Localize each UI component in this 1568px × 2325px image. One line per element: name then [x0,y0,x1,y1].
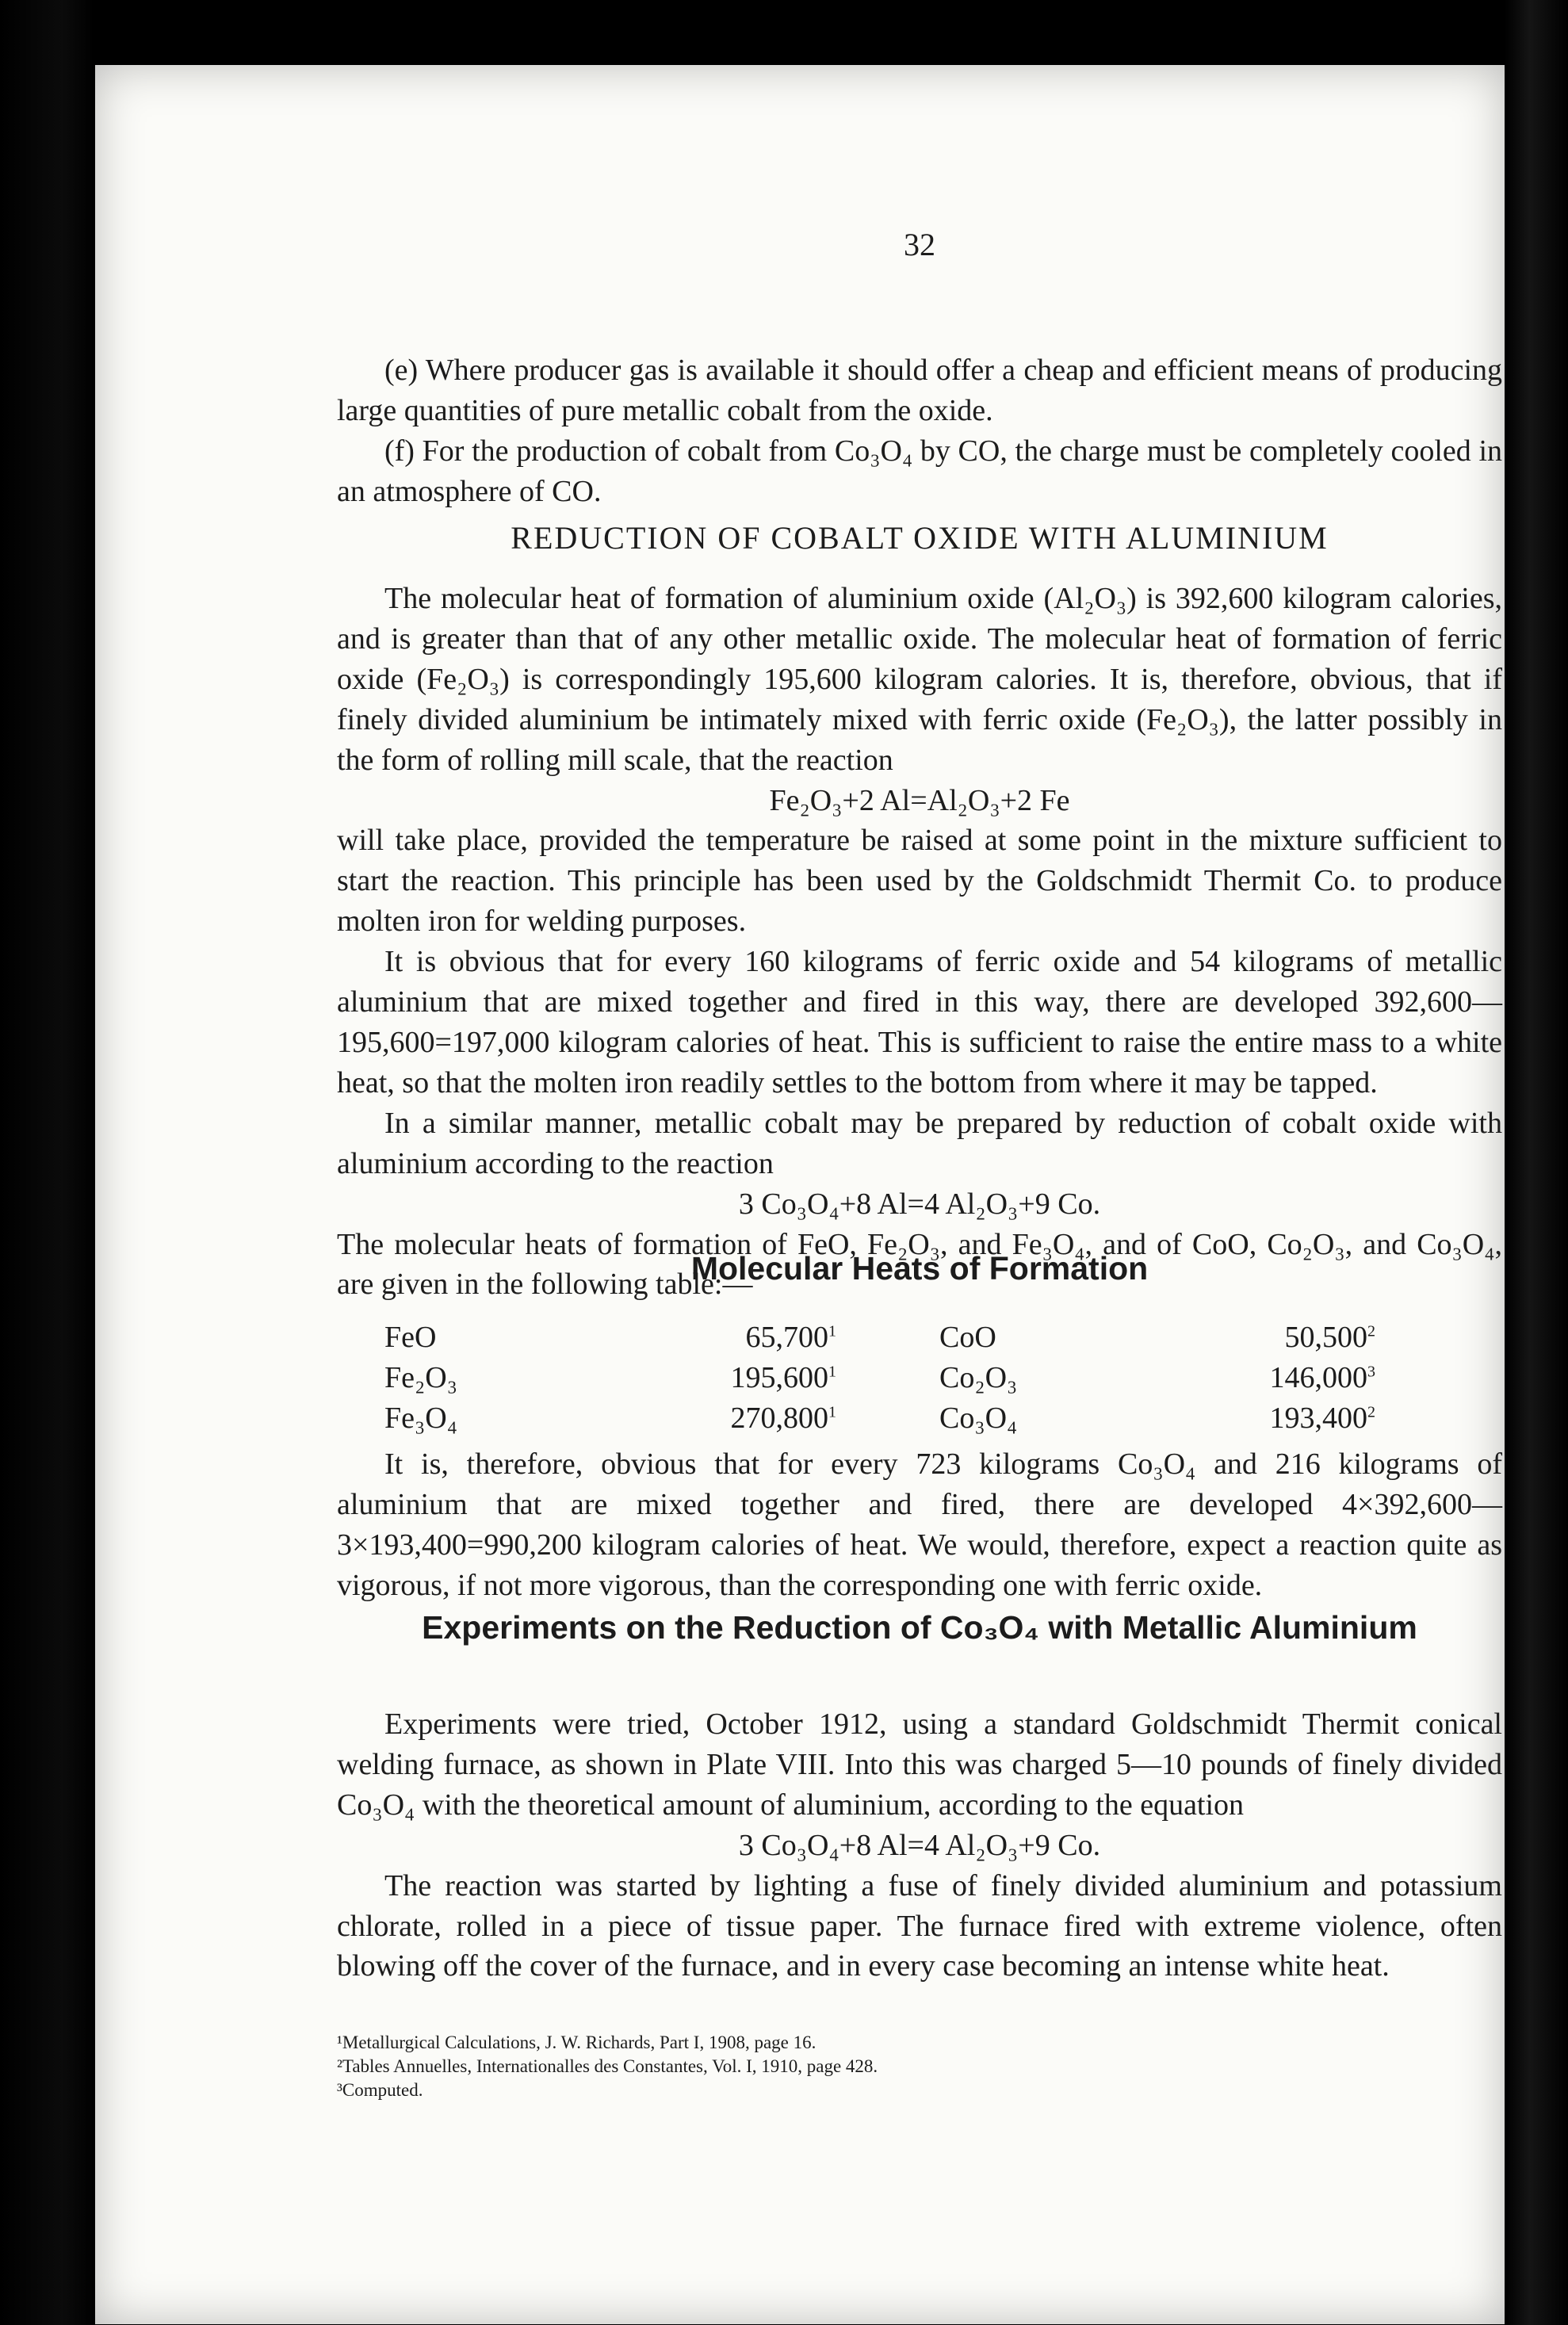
compound-cell: Co₃O₄ [939,1401,1018,1435]
table-row [384,1398,1375,1439]
paragraph-therefore: It is, therefore, obvious that for every 723 kilograms Co₃O₄ and 216 kilograms of aluminium that are mixed together and fired, there are developed 4×392,600—3×193,400=990,200 kilogram calories of heat. We would, therefore, expect a reaction quite as vigorous, if not more vigorous, than the corresponding one with ferric oxide. [337,1447,1502,1602]
section-heading-experiments: Experiments on the Reduction of Co₃O₄ with Metallic Aluminium [422,1609,1417,1646]
table-heading: Molecular Heats of Formation [690,1250,1149,1287]
equation-iron: Fe₂O₃+2 Al=Al₂O₃+2 Fe [769,783,1070,817]
heat-cell: 146,000$^3$ [1269,1360,1375,1394]
table-row [384,1317,1375,1358]
scan-edge [1505,0,1568,2325]
experiments-section [337,1704,1502,1987]
compound-cell: CoO [939,1321,996,1354]
heat-cell: 50,500$^2$ [1284,1321,1375,1354]
equation-cobalt: 3 Co₃O₄+8 Al=4 Al₂O₃+9 Co. [738,1187,1101,1221]
footnote-mark: 1 [828,1363,836,1381]
paragraph-reaction-started: The reaction was started by lighting a fuse of finely divided aluminium and potassium chlorate, rolled in a piece of tissue paper. The furnace fired with extreme violence, often blowing off the cover of the furnace, and in every case becoming an intense white heat. [337,1868,1502,1983]
heat-cell: 193,400$^2$ [1269,1401,1375,1435]
compound-cell: Co₂O₃ [939,1360,1018,1394]
paragraph-f: (f) For the production of cobalt from Co₃O₄ by CO, the charge must be completely cooled in an atmosphere of CO. [337,434,1502,508]
book-page [95,65,1505,2324]
heats-table [384,1317,1375,1439]
table-row [384,1358,1375,1398]
compound-cell: Fe₃O₄ [384,1401,457,1435]
footnote-mark: 1 [828,1322,836,1340]
heat-cell: 195,600$^1$ [730,1360,836,1394]
reduction-section [337,579,1502,1305]
paragraph-obvious: It is obvious that for every 160 kilograms of ferric oxide and 54 kilograms of metallic aluminium that are mixed together and fired in this way, there are developed 392,600—195,600=197,000 kilogram calories of heat. This is sufficient to raise the entire mass to a white heat, so that the molten iron readily settles to the bottom from where it may be tapped. [337,945,1502,1099]
footnote-3: ³Computed. [337,2079,423,2100]
compound-cell: FeO [384,1321,437,1354]
equation-cobalt-repeat: 3 Co₃O₄+8 Al=4 Al₂O₃+9 Co. [738,1828,1101,1862]
paragraph-heats-given: The molecular heats of formation of FeO, Fe₂O₃, and Fe₃O₄, and of CoO, Co₂O₃, and Co₃O₄, are given in the following table:— [337,1227,1502,1302]
paragraph-molecular-heat: The molecular heat of formation of aluminium oxide (Al₂O₃) is 392,600 kilogram calories, and is greater than that of any other metallic oxide. The molecular heat of formation of ferric oxide (Fe₂O₃) is correspondingly 195,600 kilogram calories. It is, therefore, obvious, that if finely divided aluminium be intimately mixed with ferric oxide (Fe₂O₃), the latter possibly in the form of rolling mill scale, that the reaction [337,582,1502,777]
table-discussion [337,1444,1502,1606]
opening-paragraphs [337,350,1502,512]
footnote-1: ¹Metallurgical Calculations, J. W. Richards, Part I, 1908, page 16. [337,2032,817,2052]
paragraph-will-take-place: will take place, provided the temperature be raised at some point in the mixture sufficient to start the reaction. This principle has been used by the Goldschmidt Thermit Co. to produce molten iron for welding purposes. [337,824,1502,939]
compound-cell: Fe₂O₃ [384,1360,457,1394]
footnote-mark: 2 [1367,1403,1375,1421]
footnotes [337,2031,1502,2102]
page-number: 32 [904,227,935,262]
footnote-mark: 2 [1367,1322,1375,1340]
paragraph-e: (e) Where producer gas is available it should offer a cheap and efficient means of producing large quantities of pure metallic cobalt from the oxide. [337,354,1502,427]
footnote-mark: 1 [828,1403,836,1421]
heat-cell: 270,800$^1$ [730,1401,836,1435]
footnote-2: ²Tables Annuelles, Internationalles des Constantes, Vol. I, 1910, page 428. [337,2055,878,2076]
paragraph-experiments: Experiments were tried, October 1912, using a standard Goldschmidt Thermit conical welding furnace, as shown in Plate VIII. Into this was charged 5—10 pounds of finely divided Co₃O₄ with the theoretical amount of aluminium, according to the equation [337,1707,1502,1822]
paragraph-similar-manner: In a similar manner, metallic cobalt may be prepared by reduction of cobalt oxide with aluminium according to the reaction [337,1106,1502,1180]
footnote-mark: 3 [1367,1363,1375,1381]
heat-cell: 65,700$^1$ [745,1321,836,1354]
section-heading-reduction: REDUCTION OF COBALT OXIDE WITH ALUMINIUM [511,520,1329,556]
